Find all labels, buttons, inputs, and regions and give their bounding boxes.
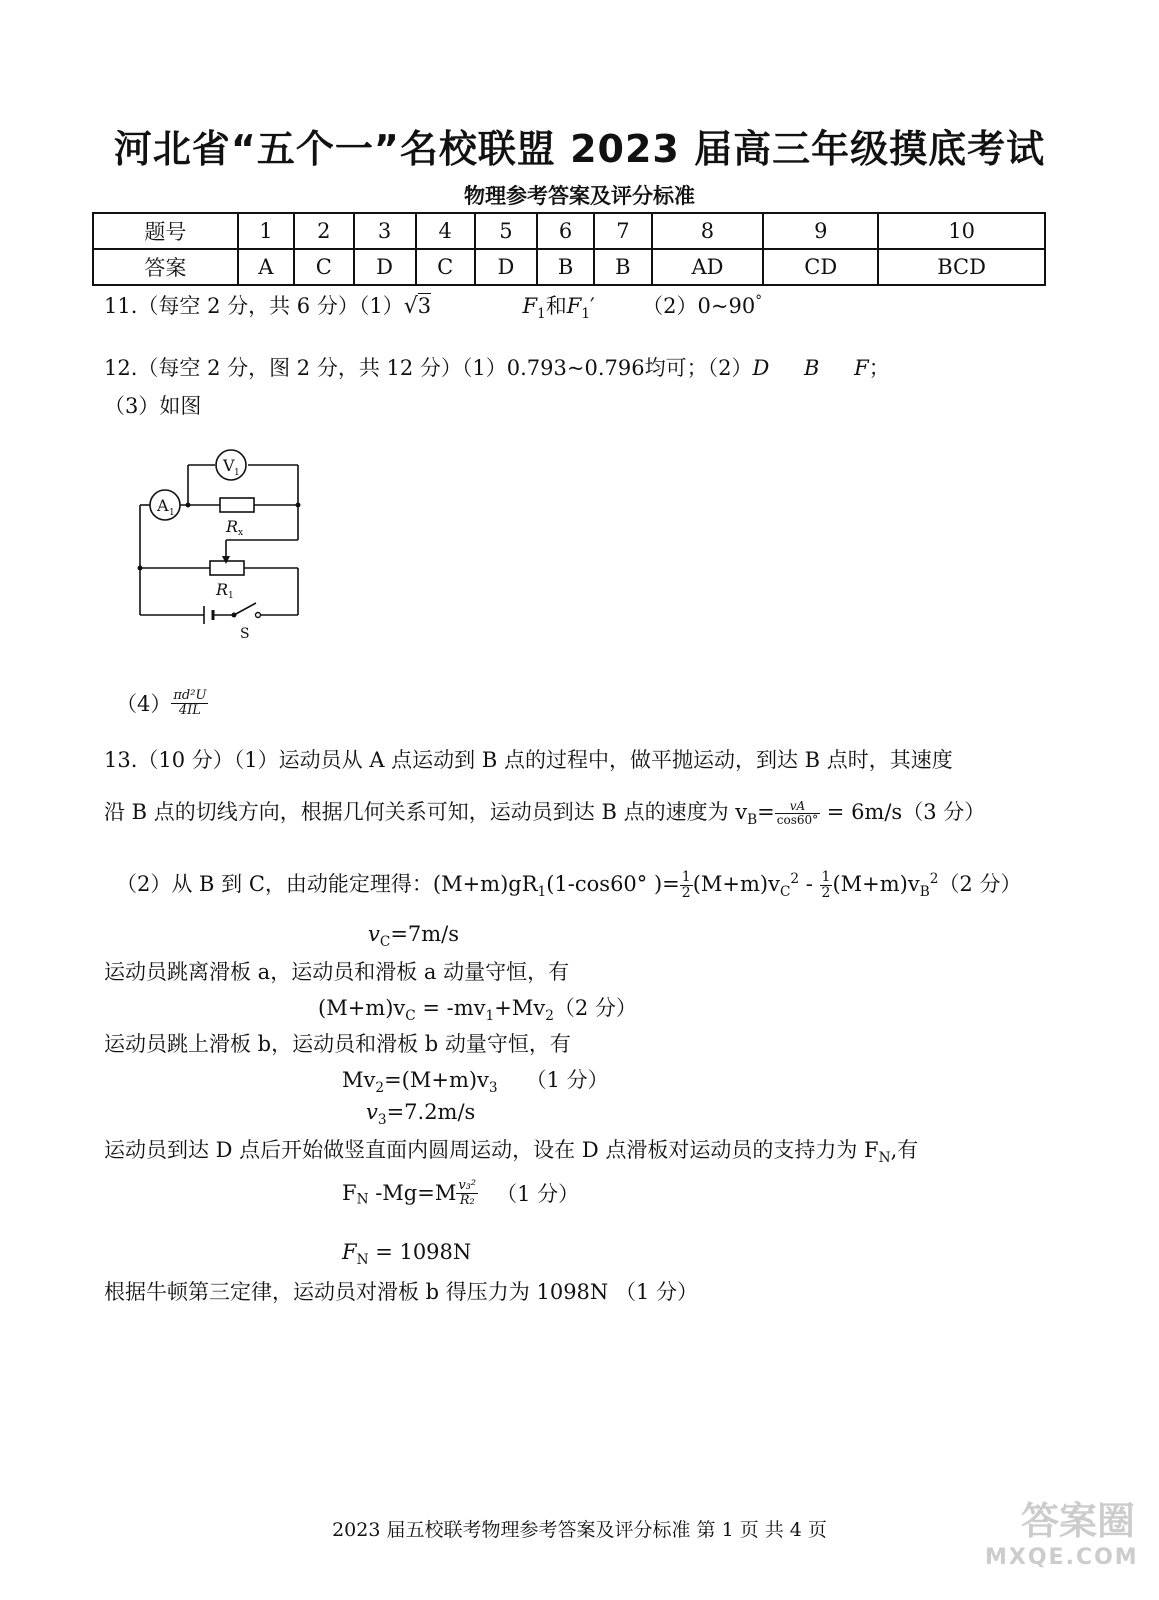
q13-l5-sub2: 1: [485, 1008, 495, 1025]
page-title: 河北省“五个一”名校联盟 2023 届高三年级摸底考试: [113, 127, 1046, 171]
q13-l5-sub3: 2: [545, 1008, 554, 1025]
q13-l2-den: cos60°: [776, 813, 819, 827]
q12-ans-d: D: [752, 356, 770, 380]
half-num: 1: [681, 869, 691, 886]
answer-cell: CD: [763, 249, 878, 285]
answer-cell: C: [294, 249, 353, 285]
half-den-2: 2: [821, 885, 831, 901]
q13-line4: 运动员跳离滑板 a，运动员和滑板 a 动量守恒，有: [104, 960, 570, 984]
answer-cell: AD: [652, 249, 764, 285]
q13-l3-a-sub: C: [779, 884, 791, 901]
q13-l10-num: v₃²: [458, 1177, 477, 1193]
q13-l10-den: R₂: [459, 1192, 475, 1208]
q13-l2-post: = 6m/s（3 分）: [820, 800, 986, 824]
q13-l3-sub1: 1: [537, 884, 547, 901]
answer-cell: BCD: [878, 249, 1045, 285]
question-number-cell: 2: [294, 213, 353, 249]
q13-vc: [368, 922, 459, 950]
q13-l3-b: (M+m)v: [832, 872, 920, 896]
q12-semicolon: ；: [868, 356, 890, 380]
q13-l10-b: -Mg=M: [368, 1181, 457, 1205]
q12-part4-den: 4IL: [178, 702, 201, 718]
row-label-answer: 答案: [93, 249, 238, 285]
q12-part4: [116, 688, 208, 718]
question-number-cell: 1: [238, 213, 294, 249]
q13-line3: [116, 868, 1021, 901]
answer-cell: D: [475, 249, 537, 285]
q13-l3-post: （2 分）: [938, 872, 1022, 896]
v1-label: V: [223, 456, 235, 475]
rheostat-arrow-icon: [222, 556, 230, 564]
q13-l10-sub: N: [356, 1191, 369, 1208]
question-number-cell: 6: [537, 213, 594, 249]
q13-l2-eq: =: [757, 800, 775, 824]
r1-sub: 1: [228, 591, 234, 601]
q13-l2-fraction: [775, 800, 820, 826]
q13-l9-sub: N: [878, 1150, 891, 1167]
q11-f1: F: [522, 294, 538, 318]
q12-part4-label: （4）: [116, 692, 172, 716]
sqrt-symbol: √: [403, 294, 418, 319]
q13-line11: [342, 1240, 471, 1268]
question-number-cell: 5: [475, 213, 537, 249]
q13-line9: [104, 1134, 918, 1166]
answer-cell: C: [416, 249, 475, 285]
q13-line5: [318, 992, 637, 1024]
q13-l3-pre: （2）从 B 到 C，由动能定理得：(M+m)gR: [116, 872, 538, 896]
q13-l7-post: （1 分）: [525, 1068, 609, 1092]
q13-line2: [104, 796, 985, 828]
page-subtitle: 物理参考答案及评分标准: [464, 184, 695, 208]
q12-prefix: 12.（每空 2 分，图 2 分，共 12 分）（1）0.793~0.796均可；（2）: [104, 356, 753, 380]
q12-ans-f: F: [854, 356, 869, 380]
q11-deg: °: [755, 293, 763, 309]
q13-l5-b: = -mv: [415, 996, 486, 1020]
rx-sub: x: [238, 528, 244, 538]
q13-l8-a: v: [366, 1100, 378, 1124]
question-number-cell: 8: [652, 213, 764, 249]
answer-cell: A: [238, 249, 294, 285]
q13-l3-a: (M+m)v: [692, 872, 780, 896]
watermark-top: 答案圈: [1020, 1499, 1135, 1543]
q11-f2: F: [566, 294, 582, 318]
q13-vc-sub: C: [379, 934, 391, 951]
watermark-bottom: MXQE.COM: [985, 1545, 1139, 1570]
q11-f1-sub: 1: [537, 306, 546, 323]
r1-label: R: [216, 580, 229, 599]
q13-l9-post: ,有: [890, 1138, 919, 1162]
q13-l5-post: （2 分）: [553, 996, 637, 1020]
a1-sub: 1: [169, 508, 175, 518]
q13-l11-a: F: [342, 1240, 357, 1264]
half-fraction: [680, 870, 693, 900]
q13-l8-post: =7.2m/s: [386, 1100, 476, 1124]
q12-part4-num: πd²U: [173, 687, 207, 703]
table-row: [93, 249, 1045, 285]
q11-prime: ′: [590, 294, 595, 318]
q12-line2: （3）如图: [104, 394, 202, 418]
half-fraction-2: [820, 870, 833, 900]
circuit-diagram: [120, 440, 320, 650]
q12-line1: [104, 352, 890, 382]
page-footer: 2023 届五校联考物理参考答案及评分标准 第 1 页 共 4 页: [332, 1519, 827, 1541]
a1-label: A: [157, 496, 169, 515]
q13-l5-a: (M+m)v: [318, 996, 406, 1020]
q13-l2-pre: 沿 B 点的切线方向，根据几何关系可知，运动员到达 B 点的速度为 v: [104, 800, 748, 824]
q13-l2-num: vA: [775, 800, 820, 814]
watermark-logo: [985, 1490, 1139, 1580]
q13-l10-post: （1 分）: [496, 1182, 580, 1206]
table-row: [93, 213, 1045, 249]
q12-ans-b: B: [803, 356, 820, 380]
row-label-number: 题号: [93, 213, 238, 249]
q13-l5-sub1: C: [405, 1008, 416, 1025]
q13-line12: 根据牛顿第三定律，运动员对滑板 b 得压力为 1098N （1 分）: [104, 1280, 698, 1304]
q11-f2-sub: 1: [581, 306, 590, 323]
question-number-cell: 10: [878, 213, 1045, 249]
q13-l8-sub: 3: [377, 1112, 387, 1129]
q13-l5-c: +Mv: [494, 996, 546, 1020]
q13-line7: [342, 1064, 609, 1096]
question-number-cell: 3: [354, 213, 416, 249]
question-number-cell: 7: [594, 213, 651, 249]
q13-l10-fraction: [456, 1179, 478, 1207]
q13-l7-sub1: 2: [375, 1080, 385, 1097]
q13-vc-post: =7m/s: [390, 922, 460, 946]
q13-l7-b: =(M+m)v: [384, 1068, 489, 1092]
q13-l11-post: = 1098N: [368, 1240, 472, 1264]
q13-l3-minus: -: [799, 872, 820, 896]
q13-l3-a-sup: 2: [790, 871, 800, 887]
q13-l7-a: Mv: [342, 1068, 376, 1092]
answer-table: [92, 212, 1046, 286]
q11-sqrt-value: 3: [417, 294, 432, 318]
half-num-2: 1: [821, 869, 831, 886]
q11-prefix: 11.（每空 2 分，共 6 分）（1）: [104, 294, 404, 318]
switch-label: S: [240, 626, 250, 642]
answer-cell: D: [354, 249, 416, 285]
q13-l3-b-sup: 2: [929, 871, 939, 887]
q13-line1: 13.（10 分）（1）运动员从 A 点运动到 B 点的过程中，做平抛运动，到达 B 点时，其速度: [104, 748, 953, 772]
q13-l2-sub: B: [747, 812, 758, 829]
answer-cell: B: [537, 249, 594, 285]
q11-and: 和: [545, 294, 567, 318]
v1-sub: 1: [234, 468, 240, 478]
q13-l3-b-sub: B: [919, 884, 930, 901]
answer-cell: B: [594, 249, 651, 285]
q13-line6: 运动员跳上滑板 b，运动员和滑板 b 动量守恒，有: [104, 1032, 571, 1056]
q11-line: [104, 290, 762, 322]
q13-line8: [366, 1100, 475, 1128]
q13-line10: [342, 1178, 579, 1208]
question-number-cell: 4: [416, 213, 475, 249]
q12-part4-fraction: [171, 689, 208, 717]
q13-l3-mid: (1-cos60° )=: [546, 872, 680, 896]
question-number-cell: 9: [763, 213, 878, 249]
half-den: 2: [681, 885, 691, 901]
rx-label: R: [226, 517, 239, 536]
q13-l7-sub2: 3: [488, 1080, 498, 1097]
q13-l11-sub: N: [356, 1252, 369, 1269]
q13-vc-v: v: [368, 922, 380, 946]
q13-l10-a: F: [342, 1181, 357, 1205]
q13-l9-text: 运动员到达 D 点后开始做竖直面内圆周运动，设在 D 点滑板对运动员的支持力为 F: [104, 1138, 879, 1162]
q11-part2: （2）0~90: [642, 294, 756, 318]
